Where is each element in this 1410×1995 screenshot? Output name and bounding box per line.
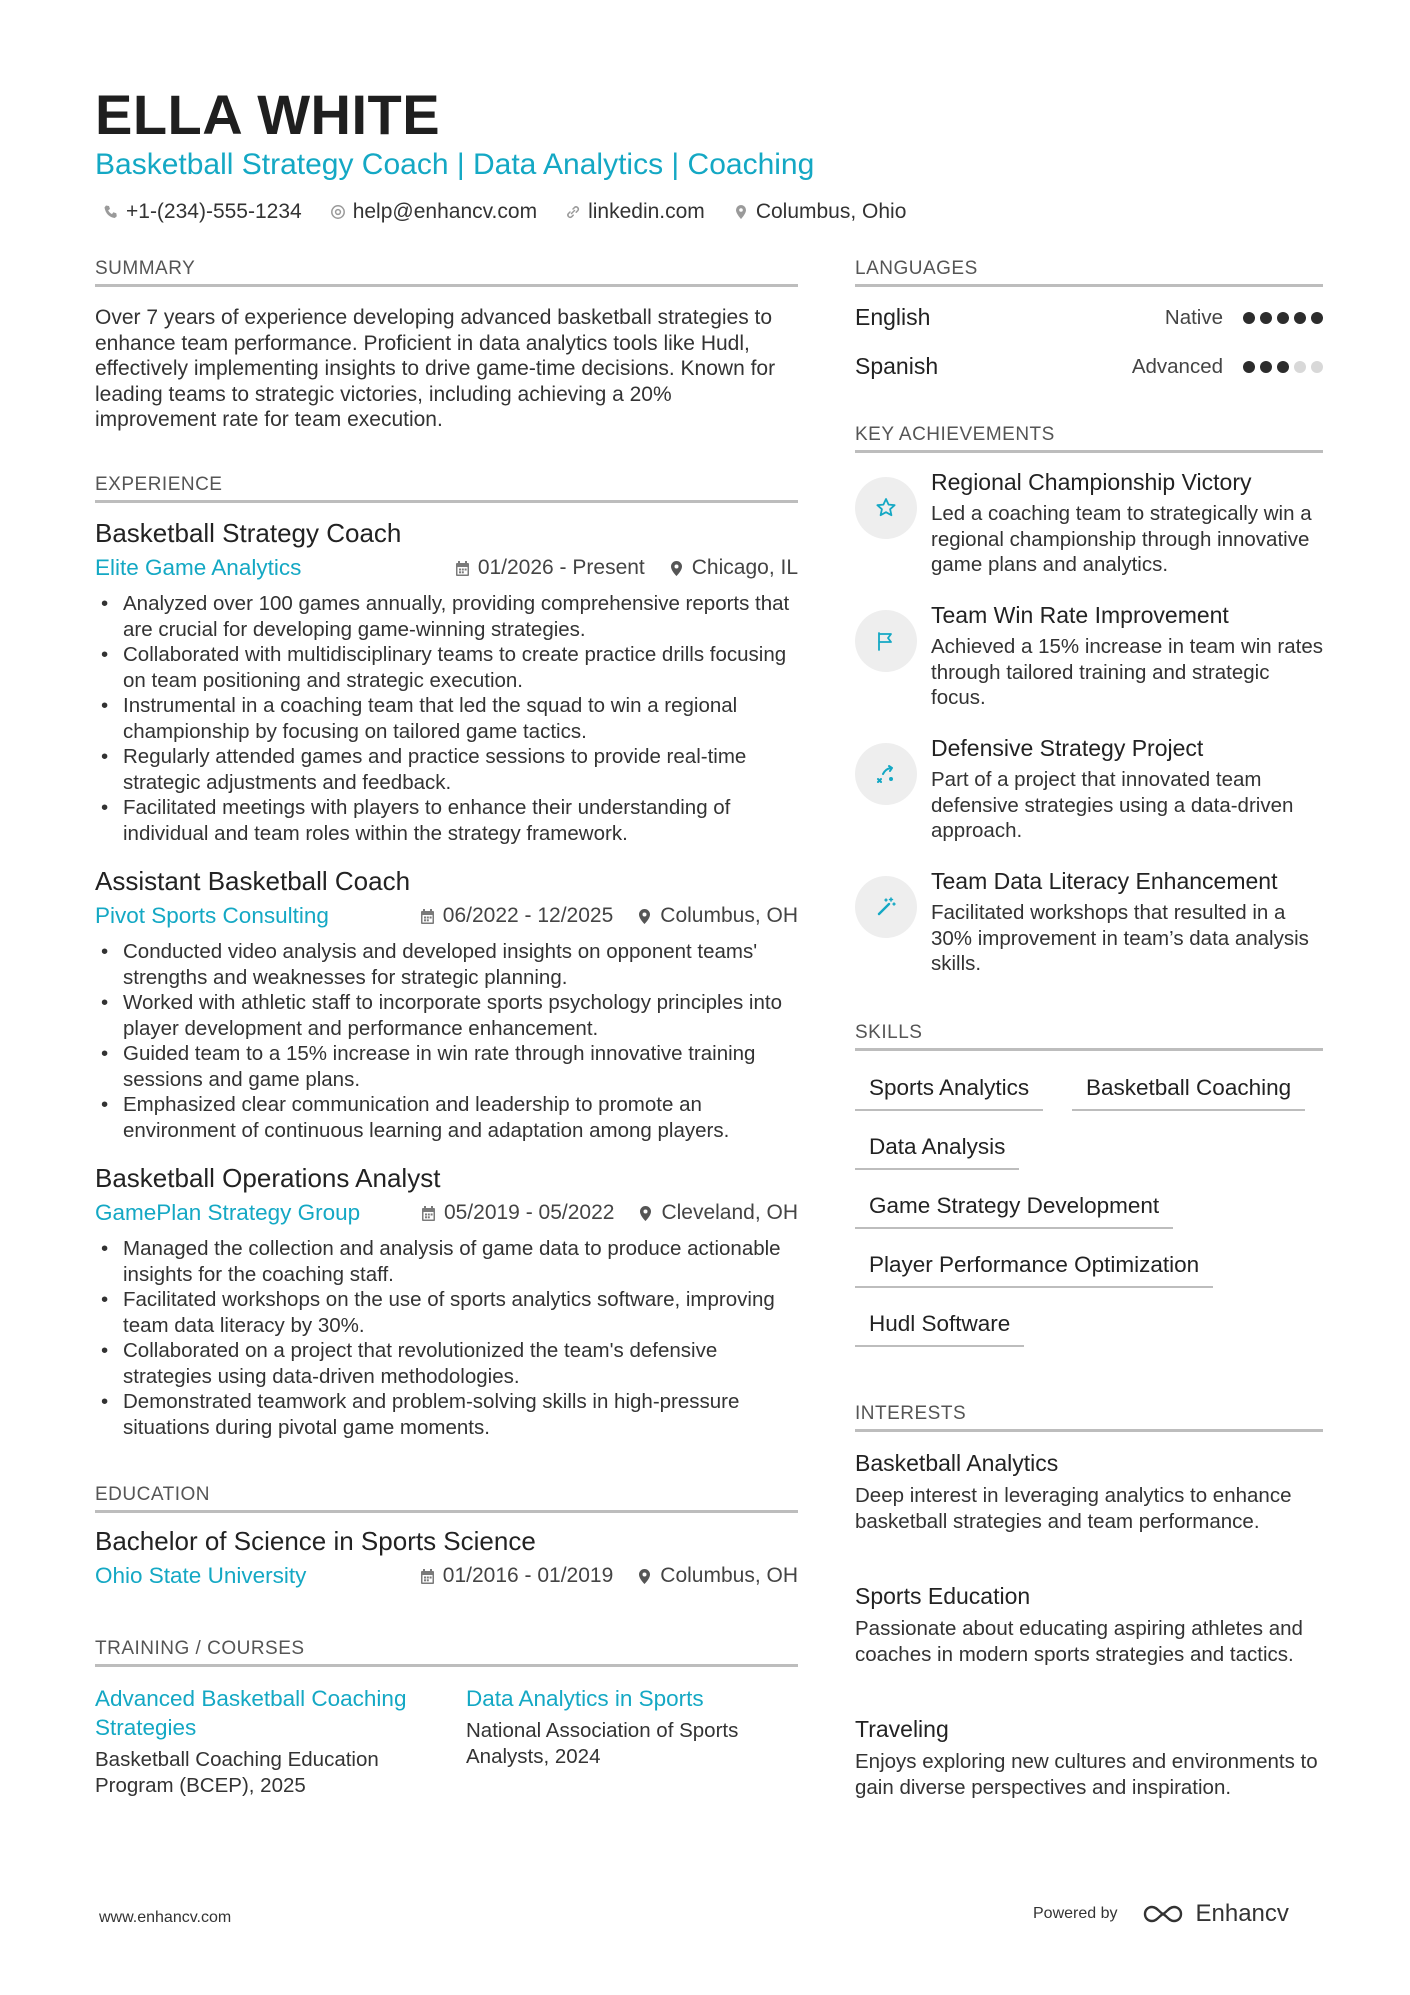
language-level: Native (1164, 305, 1223, 329)
rating-dot (1243, 312, 1255, 324)
job-dates: 06/2022 - 12/2025 (420, 904, 613, 928)
job-location: Chicago, IL (669, 556, 798, 580)
school-name: Ohio State University (95, 1563, 307, 1588)
infinity-logo-icon (1140, 1902, 1186, 1926)
degree: Bachelor of Science in Sports Science (95, 1526, 536, 1556)
course-entry (466, 1684, 796, 1769)
skill-tag: Player Performance Optimization (855, 1252, 1213, 1288)
achievement-desc: Part of a project that innovated team defensive strategies using a data-driven approach. (931, 768, 1294, 842)
job-title: Basketball Operations Analyst (95, 1163, 441, 1193)
achievement-title: Regional Championship Victory (931, 469, 1252, 495)
job-meta (95, 1200, 798, 1226)
candidate-name: ELLA WHITE (95, 83, 441, 146)
rating-dot (1260, 312, 1272, 324)
location-pin-icon (638, 1205, 653, 1222)
at-icon (330, 204, 346, 220)
course-title: Advanced Basketball Coaching Strategies (95, 1686, 407, 1740)
experience-section-title: EXPERIENCE (95, 474, 798, 503)
skill-tag: Game Strategy Development (855, 1193, 1173, 1229)
achievement-title: Team Data Literacy Enhancement (931, 868, 1278, 894)
training-section-title: TRAINING / COURSES (95, 1638, 798, 1667)
list-item: • Instrumental in a coaching team that led the squad to win a regional championship by focusing on tailored game tactics. (95, 693, 798, 744)
list-item: • Analyzed over 100 games annually, providing comprehensive reports that are crucial for developing game-winning strategies. (95, 591, 798, 642)
list-item: • Facilitated workshops on the use of sports analytics software, improving team data literacy by 30%. (95, 1287, 798, 1338)
rating-dot (1294, 361, 1306, 373)
footer-website[interactable]: www.enhancv.com (99, 1909, 232, 1926)
list-item: • Facilitated meetings with players to enhance their understanding of individual and team roles within the strategy framework. (95, 795, 798, 846)
education-location: Columbus, OH (637, 1564, 798, 1588)
interest-item (855, 1582, 1323, 1667)
achievement-item (855, 866, 1323, 977)
job-dates: 05/2019 - 05/2022 (421, 1201, 614, 1225)
calendar-icon (455, 560, 470, 577)
achievement-title: Team Win Rate Improvement (931, 602, 1229, 628)
linkedin-text: linkedin.com (588, 200, 705, 223)
job-dates: 01/2026 - Present (455, 556, 645, 580)
interest-desc: Deep interest in leveraging analytics to enhance basketball strategies and team performance. (855, 1484, 1292, 1533)
company-name: Pivot Sports Consulting (95, 903, 329, 928)
course-provider: Basketball Coaching Education Program (BCEP), 2025 (95, 1748, 379, 1797)
contact-linkedin[interactable] (565, 200, 705, 224)
achievement-item (855, 467, 1323, 578)
job-entry (95, 866, 798, 1143)
language-row (855, 353, 1323, 380)
location-pin-icon (669, 560, 684, 577)
brand-logo[interactable] (1140, 1900, 1289, 1928)
brand-name: Enhancv (1195, 1900, 1289, 1927)
achievement-item (855, 733, 1323, 844)
location-text: Columbus, Ohio (755, 200, 907, 223)
language-row (855, 304, 1323, 331)
interest-title: Sports Education (855, 1583, 1031, 1609)
languages-section-title: LANGUAGES (855, 258, 1323, 287)
skill-tag: Basketball Coaching (1072, 1075, 1305, 1111)
calendar-icon (421, 1205, 436, 1222)
education-section-title: EDUCATION (95, 1484, 798, 1513)
list-item: • Conducted video analysis and developed insights on opponent teams' strengths and weaknesses for strategic planning. (95, 939, 798, 990)
footer-branding (1033, 1900, 1289, 1928)
interests-section-title: INTERESTS (855, 1403, 1323, 1432)
contact-bar (103, 200, 906, 224)
skill-tag: Hudl Software (855, 1311, 1024, 1347)
job-meta (95, 903, 798, 929)
job-entry (95, 1163, 798, 1440)
rating-dot (1260, 361, 1272, 373)
achievement-item (855, 600, 1323, 711)
achievement-desc: Achieved a 15% increase in team win rates through tailored training and strategic focus. (931, 635, 1323, 709)
interest-item (855, 1715, 1323, 1800)
list-item: • Regularly attended games and practice sessions to provide real-time strategic adjustments and feedback. (95, 744, 798, 795)
list-item: • Collaborated on a project that revolutionized the team's defensive strategies using data-driven methodologies. (95, 1338, 798, 1389)
email-text: help@enhancv.com (352, 200, 538, 223)
link-icon (565, 204, 581, 220)
magic-wand-icon (855, 876, 917, 938)
strategy-icon (855, 743, 917, 805)
company-name: GamePlan Strategy Group (95, 1200, 361, 1225)
education-entry (95, 1526, 798, 1589)
job-location: Cleveland, OH (638, 1201, 798, 1225)
language-name: Spanish (855, 353, 939, 379)
phone-text: +1-(234)-555-1234 (126, 200, 302, 223)
job-bullets (95, 939, 798, 1143)
course-entry (95, 1684, 425, 1798)
skill-tag: Data Analysis (855, 1134, 1019, 1170)
language-level: Advanced (1131, 354, 1223, 378)
job-bullets (95, 591, 798, 846)
education-dates: 01/2016 - 01/2019 (420, 1564, 613, 1588)
list-item: • Emphasized clear communication and leadership to promote an environment of continuous learning and adaptation among players. (95, 1092, 798, 1143)
contact-email[interactable] (330, 200, 537, 224)
interest-title: Traveling (855, 1716, 949, 1742)
contact-location (733, 200, 907, 224)
star-icon (855, 477, 917, 539)
phone-icon (103, 204, 119, 220)
course-title: Data Analytics in Sports (466, 1686, 704, 1711)
job-title: Basketball Strategy Coach (95, 518, 402, 548)
job-bullets (95, 1236, 798, 1440)
interest-desc: Enjoys exploring new cultures and environments to gain diverse perspectives and inspiration. (855, 1750, 1318, 1799)
contact-phone[interactable] (103, 200, 302, 224)
location-pin-icon (637, 1568, 652, 1585)
course-provider: National Association of Sports Analysts, 2024 (466, 1719, 739, 1768)
list-item: • Collaborated with multidisciplinary teams to create practice drills focusing on team positioning and strategic execution. (95, 642, 798, 693)
skills-section-title: SKILLS (855, 1022, 1323, 1051)
job-meta (95, 555, 798, 581)
rating-dot (1294, 312, 1306, 324)
flag-icon (855, 610, 917, 672)
company-name: Elite Game Analytics (95, 555, 302, 580)
achievements-section-title: KEY ACHIEVEMENTS (855, 424, 1323, 453)
job-location: Columbus, OH (637, 904, 798, 928)
achievement-desc: Facilitated workshops that resulted in a 30% improvement in team’s data analysis skills. (931, 901, 1309, 975)
skill-tag: Sports Analytics (855, 1075, 1043, 1111)
language-rating (1243, 312, 1323, 324)
interest-item (855, 1449, 1323, 1534)
list-item: • Worked with athletic staff to incorporate sports psychology principles into player development and performance enhancement. (95, 990, 798, 1041)
language-name: English (855, 304, 931, 330)
powered-by-label: Powered by (1033, 1905, 1118, 1922)
summary-section-title: SUMMARY (95, 258, 798, 287)
rating-dot (1311, 312, 1323, 324)
rating-dot (1277, 312, 1289, 324)
job-entry (95, 518, 798, 846)
list-item: • Demonstrated teamwork and problem-solving skills in high-pressure situations during pivotal game moments. (95, 1389, 798, 1440)
rating-dot (1243, 361, 1255, 373)
achievement-title: Defensive Strategy Project (931, 735, 1204, 761)
achievement-desc: Led a coaching team to strategically win a regional championship through innovative game plans and analytics. (931, 502, 1312, 576)
rating-dot (1311, 361, 1323, 373)
job-title: Assistant Basketball Coach (95, 866, 411, 896)
list-item: • Managed the collection and analysis of game data to produce actionable insights for the coaching staff. (95, 1236, 798, 1287)
interest-title: Basketball Analytics (855, 1450, 1059, 1476)
calendar-icon (420, 908, 435, 925)
interest-desc: Passionate about educating aspiring athletes and coaches in modern sports strategies and tactics. (855, 1617, 1303, 1666)
summary-text: Over 7 years of experience developing advanced basketball strategies to enhance team performance. Proficient in data analytics tools like Hudl, effectively implementing insights to drive game-time decisions. Known for leading teams to strategic victories, including achieving a 20% improvement rate for team execution. (95, 306, 776, 431)
rating-dot (1277, 361, 1289, 373)
list-item: • Guided team to a 15% increase in win rate through innovative training sessions and game plans. (95, 1041, 798, 1092)
location-pin-icon (733, 204, 749, 220)
education-meta (95, 1563, 798, 1589)
headline: Basketball Strategy Coach | Data Analytics | Coaching (95, 148, 815, 181)
calendar-icon (420, 1568, 435, 1585)
language-rating (1243, 361, 1323, 373)
location-pin-icon (637, 908, 652, 925)
